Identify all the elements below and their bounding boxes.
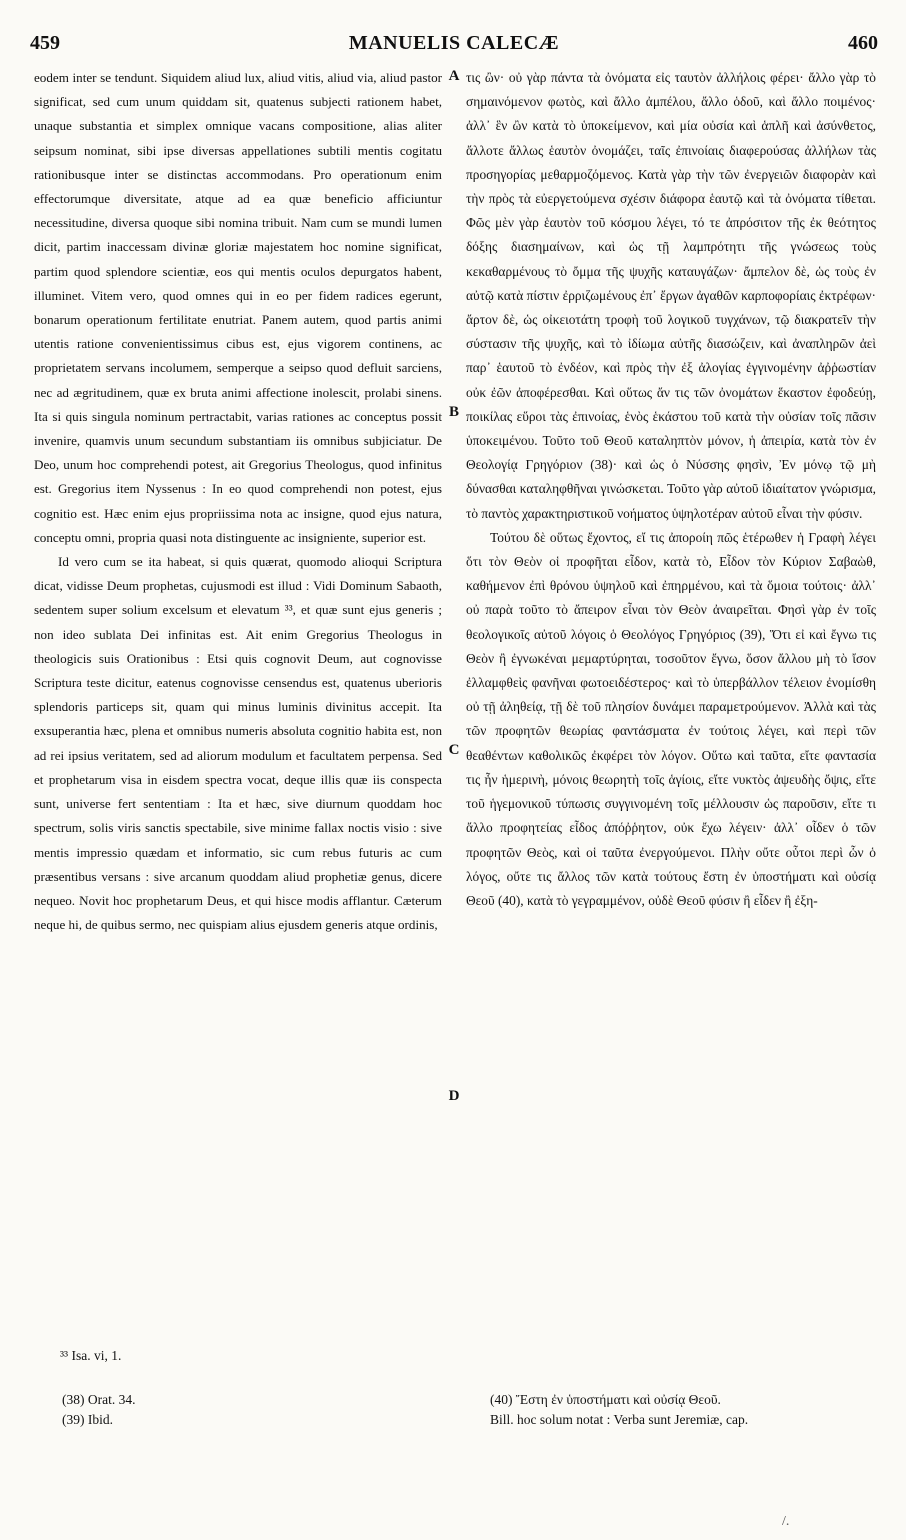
footnote-40-greek: (40) Ἔστη ἐν ὑποστήματι καὶ οὐσίᾳ Θεοῦ. xyxy=(490,1392,721,1407)
greek-column xyxy=(466,66,876,913)
right-footnotes xyxy=(490,1390,748,1430)
left-footnotes xyxy=(62,1390,135,1430)
footnote-39: (39) Ibid. xyxy=(62,1412,113,1427)
latin-column xyxy=(34,66,442,937)
section-marker-d: D xyxy=(448,1088,460,1104)
scripture-footnote xyxy=(60,1346,121,1366)
page-number-left: 459 xyxy=(30,32,60,54)
footnote-40-latin: Bill. hoc solum notat : Verba sunt Jeremiæ, cap. xyxy=(490,1412,749,1427)
footnote-38: (38) Orat. 34. xyxy=(62,1392,136,1407)
corner-mark: /. xyxy=(782,1514,790,1529)
running-title: MANUELIS CALECÆ xyxy=(348,32,560,54)
section-marker-a: A xyxy=(448,68,460,84)
latin-paragraph-2: Id vero cum se ita habeat, si quis quærat, quomodo alioqui Scriptura dicat, vidisse Deum prophetas, cujusmodi est illud : Vidi Dominum Sabaoth, sedentem super solium excelsum et elevatum ³³, et quæ sunt ejus generis ; non ideo sublata Dei infinitas est. Ait enim Gregorius Theologus in theologicis suis Orationibus : Etsi quis cognovit Deum, aut cognovisse Scriptura teste dicitur, eatenus cognovisse censendus est, quatenus uberioris splendoris particeps sit, quam qui minus luminis divinitus accepit. Ita exsuperantia hæc, plena et omnibus numeris absoluta cognitio habita est, non ad rei ipsius veritatem, sed ad aliorum modulum et facultatem perpensa. Sed et prophetarum visa in eisdem spectra vocat, deque illis quæ iis conspecta sunt, universe fert sententiam : Ita et hæc, sive diurnum quoddam hoc spectrum, solis viris sanctis spectabile, sive minime fallax noctis visio : sive mentis impressio quædam et informatio, sic cum rebus futuris ac cum præsentibus versans : sive arcanum quoddam aliud prophetiæ genus, dicere nequeo. Novit hoc prophetarum Deus, et qui hisce modis afflantur. Cæterum neque hi, de quibus sermo, nec quispiam alius ejusdem generis atque ordinis, xyxy=(34,554,442,933)
section-marker-b: B xyxy=(448,404,459,420)
footnote-33: ³³ Isa. vi, 1. xyxy=(60,1348,122,1363)
page-header xyxy=(30,32,878,60)
greek-paragraph-1: τις ὢν· οὐ γὰρ πάντα τὰ ὀνόματα εἰς ταυτὸν ἀλλήλοις φέρει· ἄλλο γὰρ τὸ σημαινόμενον φωτὸς, καὶ ἄλλο ἀμπέλου, ἄλλο ὁδοῦ, καὶ ἄλλο ποιμένος· ἀλλ᾽ ἓν ὢν κατὰ τὸ ὑποκείμενον, καὶ μία οὐσία καὶ ἁπλῆ καὶ ἀσύνθετος, ἄλλοτε ἄλλως ἑαυτὸν ὀνομάζει, ταῖς ἐπινοίαις διαφερούσας ἀλλήλων τὰς προσηγορίας μεθαρμοζόμενος. Κατὰ γὰρ τὴν τῶν ἐνεργειῶν διαφορὰν καὶ τὴν πρὸς τὰ εὐεργετούμενα σχέσιν διάφορα ἑαυτῷ καὶ τὰ ὀνόματα τίθεται. Φῶς μὲν γὰρ ἑαυτὸν τοῦ κόσμου λέγει, τό τε ἀπρόσιτον τῆς ἐκ θεότητος δόξης διασημαίνων, καὶ ὡς τῇ λαμπρότητι τῆς γνώσεως τοὺς κεκαθαρμένους τὸ ὄμμα τῆς ψυχῆς καταυγάζων· ἄμπελον δὲ, ὡς τοὺς ἐν αὐτῷ κατὰ πίστιν ἐρριζωμένους ἐπ᾽ ἔργων ἀγαθῶν καρποφορίαις ἐκτρέφων· ἄρτον δὲ, ὡς οἰκειοτάτη τροφὴ τοῦ λογικοῦ τυγχάνων, τῷ διακρατεῖν τὴν σύστασιν τῆς ψυχῆς, καὶ τὸ ἰδίωμα αὐτῆς διασώζειν, καὶ ἀναπληρῶν ἀεὶ παρ᾽ ἑαυτοῦ τὸ ἐνδέον, καὶ πρὸς τὴν ἐξ ἀλογίας ἐγγινομένην ἀῤῥωστίαν οὐκ ἐῶν ἀποφέρεσθαι. Καὶ οὕτως ἄν τις τῶν ὀνομάτων ἕκαστον ἐφοδεύῃ, ποικίλας εὕροι τὰς ἐπινοίας, ἑνὸς ἑκάστου τοῦ κατὰ τὴν οὐσίαν τοῖς πᾶσιν ὑποκειμένου. Τοῦτο τοῦ Θεοῦ καταληπτὸν μόνον, ἡ ἀπειρία, κατὰ τὸν ἐν Θεολογίᾳ Γρηγόριον (38)· καὶ ὡς ὁ Νύσσης φησὶν, Ἐν μόνῳ τῷ μὴ δύνασθαι καταληφθῆναι γινώσκεται. Τοῦτο γὰρ αὐτοῦ ἰδιαίτατον γνώρισμα, τὸ παντὸς χαρακτηριστικοῦ νοήματος ὑψηλοτέραν αὐτοῦ εἶναι τὴν φύσιν. xyxy=(466,70,876,521)
greek-paragraph-2: Τούτου δὲ οὕτως ἔχοντος, εἴ τις ἀποροίη πῶς ἑτέρωθεν ἡ Γραφὴ λέγει ὅτι τὸν Θεὸν οἱ προφῆται εἶδον, κατὰ τὸ, Εἶδον τὸν Κύριον Σαβαὼθ, καθήμενον ἐπὶ θρόνου ὑψηλοῦ καὶ ἐπηρμένου, καὶ τὰ ὅμοια τούτοις· ἀλλ᾽ οὐ παρὰ τοῦτο τὸ ἄπειρον εἶναι τὸν Θεὸν ἀναιρεῖται. Φησὶ γὰρ ἐν τοῖς θεολογικοῖς αὐτοῦ λόγοις ὁ Θεολόγος Γρηγόριος (39), Ὅτι εἰ καὶ ἔγνω τις Θεὸν ἢ ἐγνωκέναι μεμαρτύρηται, τοσοῦτον ἔγνω, ὅσον ἄλλου μὴ τὸ ἴσον ἐλλαμφθεὶς φανῆναι φωτοειδέστερος· καὶ τὸ ὑπερβάλλον τέλειον ἐνομίσθη οὐ τῇ ἀληθείᾳ, τῇ δὲ τοῦ πλησίον δυνάμει παραμετρούμενον. Ἀλλὰ καὶ τὰς τῶν προφητῶν θεωρίας φαντάσματα ἐν τούτοις λέγει, καὶ περὶ τῶν θεαθέντων καθολικῶς ἐκφέρει τὸν λόγον. Οὕτω καὶ ταῦτα, εἴτε φαντασία τις ἦν ἡμερινὴ, μόνοις θεωρητὴ τοῖς ἁγίοις, εἴτε νυκτὸς ἀψευδὴς ὄψις, εἴτε τοῦ ἡγεμονικοῦ τύπωσις συγγινομένη τοῖς μέλλουσιν ὡς παροῦσιν, εἴτε τι ἄλλο προφητείας εἶδος ἀπόῤῥητον, οὐκ ἔχω λέγειν· ἀλλ᾽ οἶδεν ὁ τῶν προφητῶν Θεὸς, καὶ οἱ ταῦτα ἐνεργούμενοι. Πλὴν οὔτε οὗτοι περὶ ὧν ὁ λόγος, οὔτε τις ἄλλος τῶν κατὰ τούτους ἔστη ἐν ὑποστήματι καὶ οὐσίᾳ Θεοῦ (40), κατὰ τὸ γεγραμμένον, οὐδὲ Θεοῦ φύσιν ἢ εἶδεν ἢ ἐξη- xyxy=(466,529,876,908)
page-number-right: 460 xyxy=(848,32,878,54)
latin-paragraph-1: eodem inter se tendunt. Siquidem aliud lux, aliud vitis, aliud via, aliud pastor significat, sed cum unum quiddam sit, quatenus subjecti rationem habet, unaque substantia et simplex omnique vacans compositione, alias aliter seipsum nominat, sibi ipse diversas appellationes subtili mentis cogitatu rationibusque inter se distinctas accommodans. Pro operationum enim effectorumque diversitate, atque ad ea quæ beneficio afficiuntur necessitudine, diversa quoque sibi nomina tribuit. Nam cum se mundi lumen dicit, partim inaccessam divinæ gloriæ majestatem hoc nomine significat, partim quod splendore scientiæ, eos qui mentis oculos depurgatos habent, illuminet. Vitem vero, quod omnes qui in eo per fidem radices egerunt, bonarum operationum fertilitate enutriat. Panem autem, quod partis animi utentis ratione convenientissimus cibus est, ejus vigorem continens, ac proprietatem servans incolumem, semperque a seipso quod defluit sarciens, nec ad ægritudinem, quæ ex bruta animi affectione inolescit, prolabi sinens. Ita si quis singula nominum pertractabit, varias rationes ac conceptus possit invenire, quamvis unum secundum substantiam iis omnibus subjiciatur. De Deo, unum hoc comprehendi potest, ait Gregorius Theologus, quod infinitus est. Gregorius item Nyssenus : In eo quod comprehendi non potest, ejus cognitio est. Hæc enim ejus propriissima nota ac insigne, quod ejus natura, conceptu omni, propria quasi nota distinguente ac insigniente, superior est. xyxy=(34,70,442,545)
section-marker-c: C xyxy=(448,742,460,758)
